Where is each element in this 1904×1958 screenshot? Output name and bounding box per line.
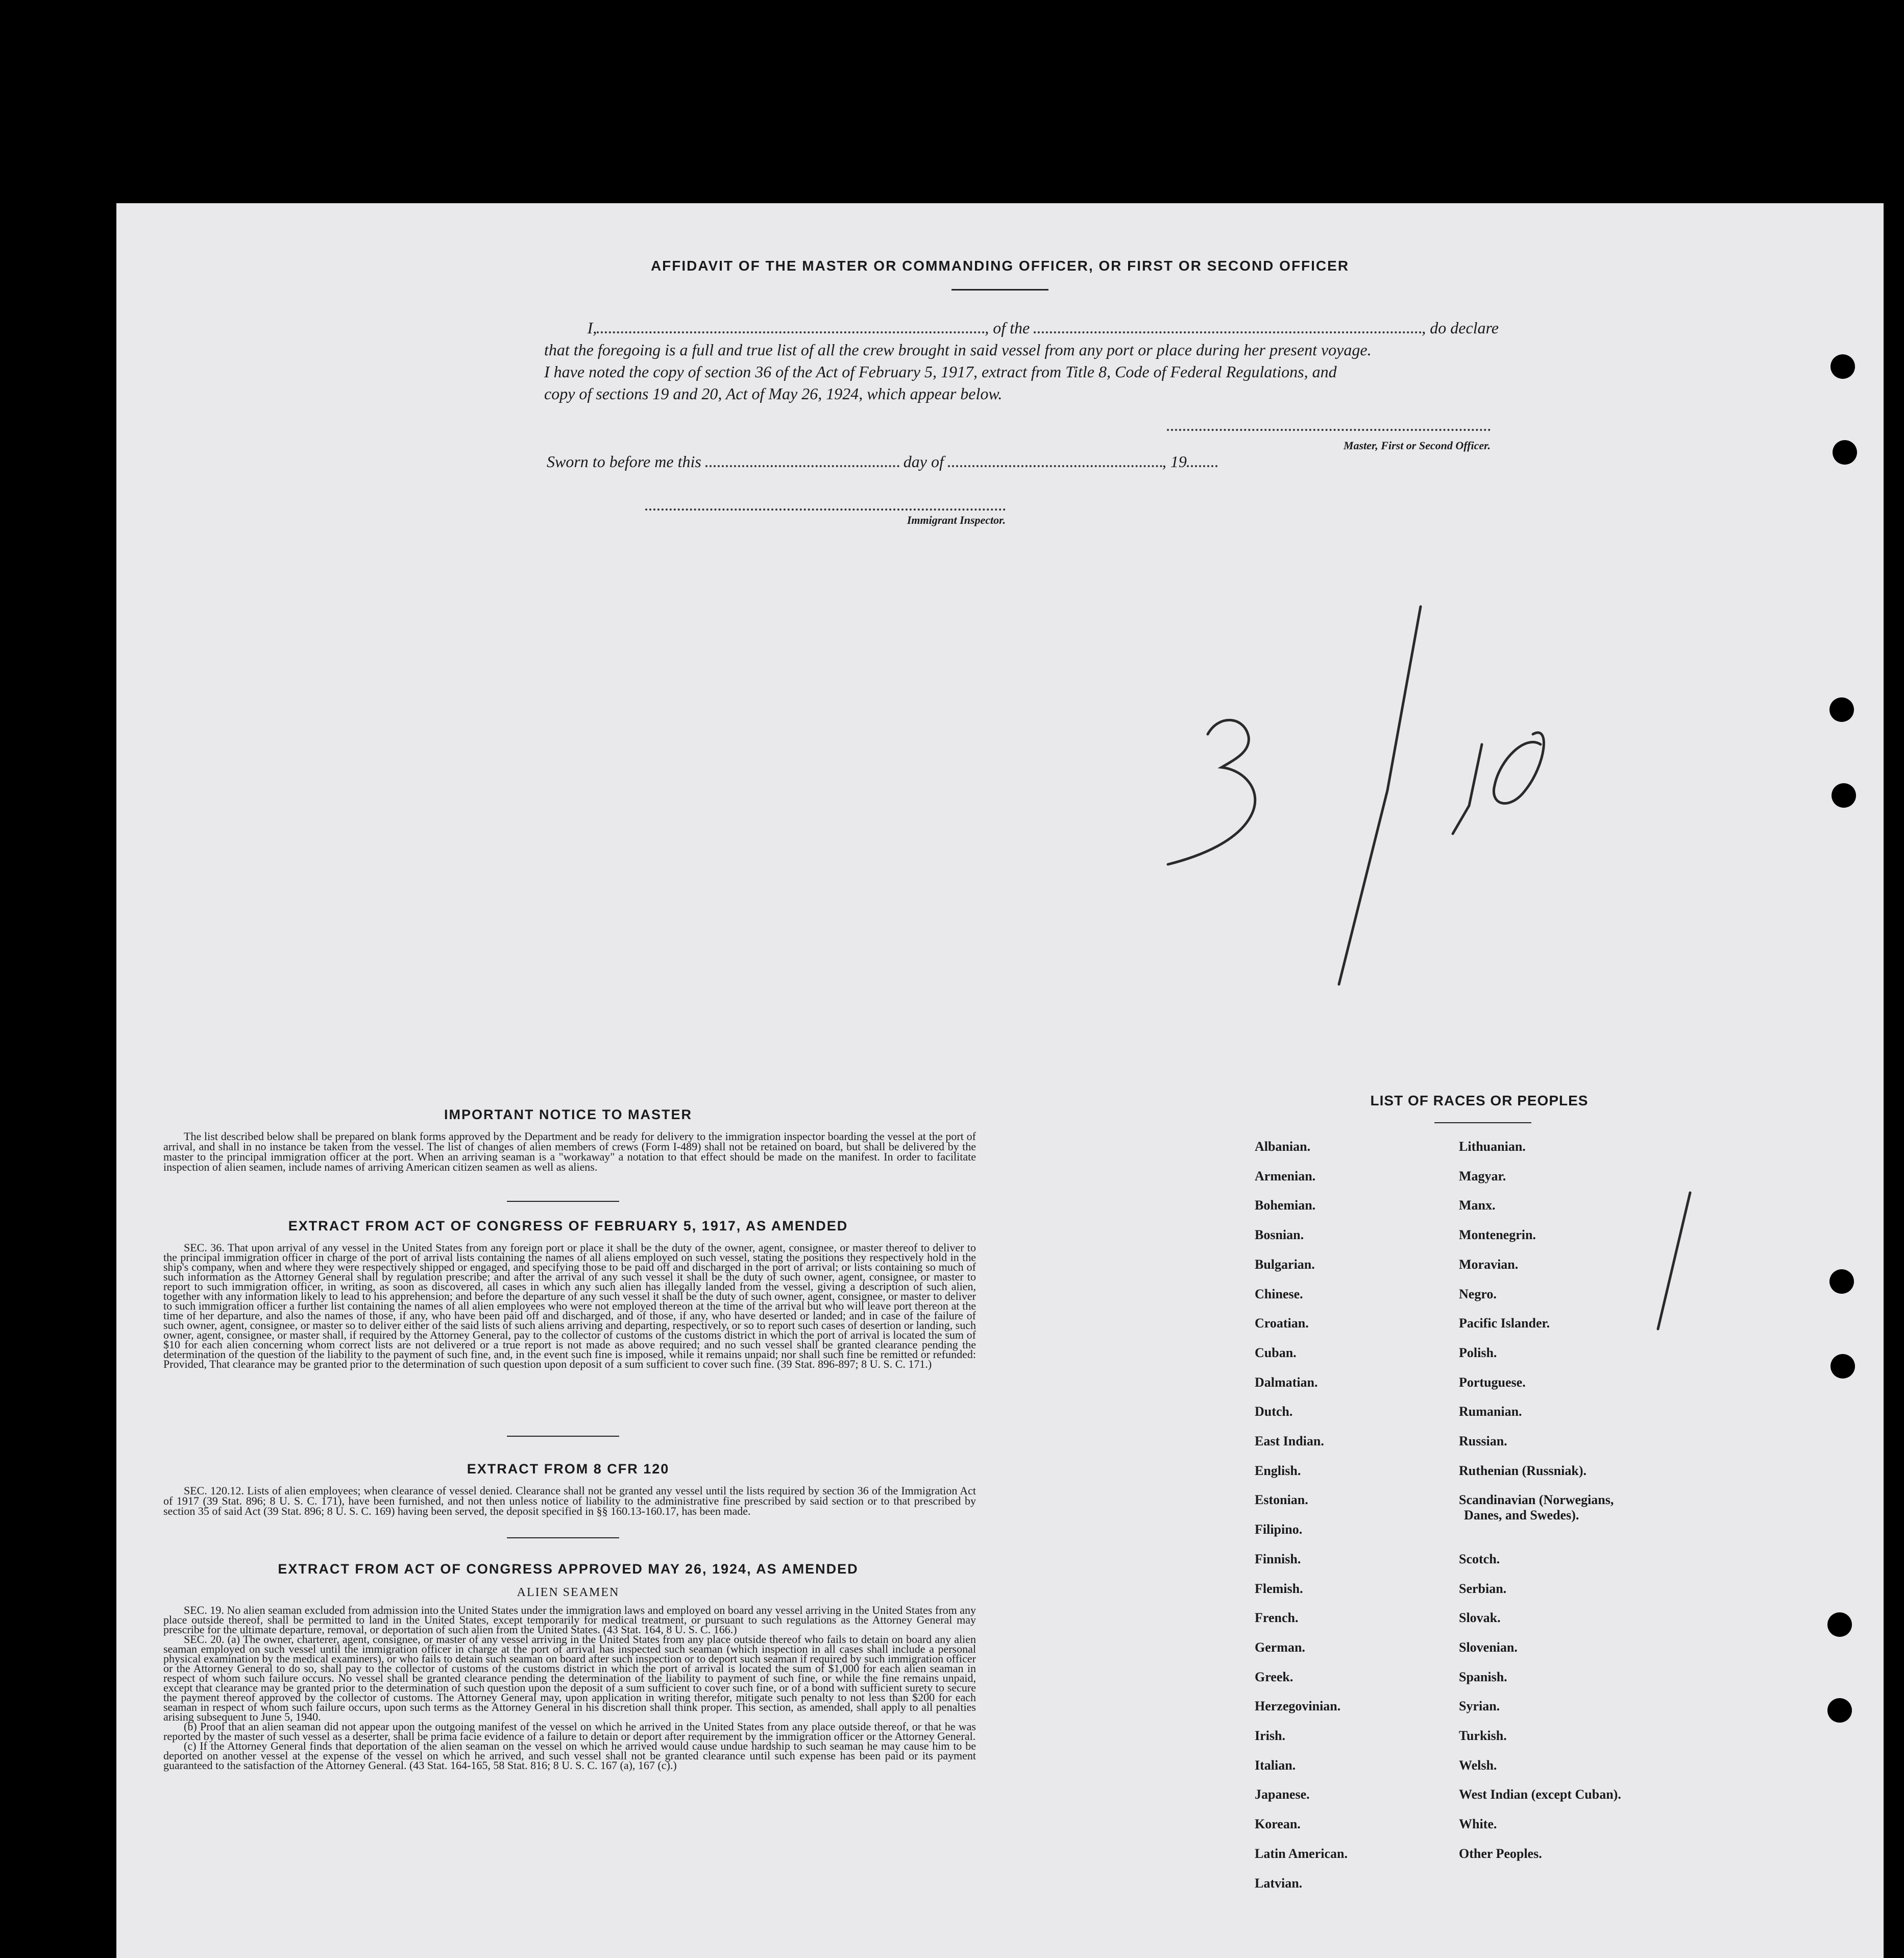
race-item: Dalmatian.	[1255, 1375, 1318, 1390]
race-item: Slovak.	[1459, 1610, 1501, 1625]
document-page	[116, 203, 1884, 1958]
binder-hole	[1833, 440, 1857, 465]
race-item: Bosnian.	[1255, 1227, 1304, 1242]
race-item: Danes, and Swedes).	[1464, 1508, 1579, 1522]
sec20c-text: (c) If the Attorney General finds that deportation of the alien seaman on the vessel on which he arrived would cause undue hardship to such seaman he may cause him to be deported on another vessel at the expense of the vessel on which he arrived, and such vessel shall not be granted clearance until such expense has been paid or its payment guaranteed to the satisfaction of the Attorney General. (43 Stat. 164-165, 58 Stat. 816; 8 U. S. C. 167 (a), 167 (c).)	[163, 1739, 976, 1772]
race-item: Rumanian.	[1459, 1404, 1522, 1419]
year-label: , 19	[1162, 452, 1187, 471]
race-item: English.	[1255, 1463, 1301, 1478]
binder-hole	[1829, 697, 1854, 722]
do-declare-label: , do declare	[1422, 319, 1499, 337]
race-item: Moravian.	[1459, 1257, 1519, 1272]
race-item: Latvian.	[1255, 1876, 1303, 1891]
race-item: Polish.	[1459, 1345, 1497, 1360]
race-item: French.	[1255, 1610, 1299, 1625]
race-item: Dutch.	[1255, 1404, 1293, 1419]
notice-text: The list described below shall be prepared on blank forms approved by the Department and be ready for delivery to the immigration inspector boarding the vessel at the port of arrival, and shall in no instance be taken from the vessel. The list of changes of alien members of crews (Form I-489) shall not be retained on board, but shall be delivered by the master to the principal immigration officer at the port. When an arriving seaman is a "workaway" a notation to that effect should be made on the manifest. In order to facilitate inspection of alien seamen, include names of arriving American citizen seamen as well as aliens.	[163, 1130, 976, 1173]
affidavit-title: AFFIDAVIT OF THE MASTER OR COMMANDING OFFICER, OR FIRST OR SECOND OFFICER	[650, 258, 1350, 274]
body-line-2: I have noted the copy of section 36 of the Act of February 5, 1917, extract from Title 8, Code of Federal Regulations, and	[544, 362, 1337, 381]
race-item: Spanish.	[1459, 1670, 1507, 1684]
extract-cfr-title: EXTRACT FROM 8 CFR 120	[467, 1461, 670, 1477]
race-item: Russian.	[1459, 1434, 1507, 1448]
race-item: White.	[1459, 1817, 1497, 1831]
binder-hole	[1827, 1698, 1852, 1723]
race-item: Welsh.	[1459, 1758, 1497, 1773]
race-item: Lithuanian.	[1459, 1139, 1526, 1154]
race-item: Chinese.	[1255, 1287, 1303, 1301]
inspector-label: Immigrant Inspector.	[907, 514, 1006, 526]
race-item: Finnish.	[1255, 1552, 1301, 1566]
race-item: German.	[1255, 1640, 1305, 1655]
extract-1924-subtitle: ALIEN SEAMEN	[517, 1586, 620, 1599]
race-item: Scotch.	[1459, 1552, 1500, 1566]
race-item: Serbian.	[1459, 1581, 1507, 1596]
extract-1924-title: EXTRACT FROM ACT OF CONGRESS APPROVED MAY 26, 1924, AS AMENDED	[278, 1561, 859, 1577]
notice-title: IMPORTANT NOTICE TO MASTER	[444, 1107, 692, 1122]
race-item: Other Peoples.	[1459, 1846, 1542, 1861]
races-title: LIST OF RACES OR PEOPLES	[1370, 1093, 1589, 1108]
race-item: Syrian.	[1459, 1699, 1500, 1713]
race-item: Bohemian.	[1255, 1198, 1316, 1213]
race-item: Ruthenian (Russniak).	[1459, 1463, 1586, 1478]
extract-1917-text: SEC. 36. That upon arrival of any vessel in the United States from any foreign port or place it shall be the duty of the owner, agent, consignee, or master thereof to deliver to the principal immigration officer in charge of the port of arrival lists containing the names of all aliens employed on such vessel, stating the positions they respectively hold in the ship's company, when and where they were respectively shipped or engaged, and specifying those to be paid off and discharged in the port of arrival; or lists containing so much of such information as the Attorney General shall by regulation prescribe; and after the arrival of any such vessel it shall be the duty of such owner, agent, consignee, or master to report to such immigration officer, in writing, as soon as discovered, all cases in which any such alien has illegally landed from the vessel, giving a description of such alien, together with any information likely to lead to his apprehension; and before the departure of any such vessel it shall be the duty of such owner, agent, consignee, or master to deliver to such immigration officer a further list containing the names of all alien employees who were not employed thereon at the time of the arrival but who will leave port thereon at the time of her departure, and also the names of those, if any, who have been paid off and discharged, and of those, if any, who have deserted or landed; and in case of the failure of such owner, agent, consignee, or master so to deliver either of the said lists of such aliens arriving and departing, respectively, or so to report such cases of desertion or landing, such owner, agent, consignee, or master shall, if required by the Attorney General, pay to the collector of customs of the customs district in which the port of arrival is located the sum of $10 for each alien concerning whom correct lists are not delivered or a true report is not made as above required; and no such vessel shall be granted clearance pending the determination of the question of the liability to the payment of such fine, and, in the event such fine is imposed, while it remains unpaid; nor shall such fine be remitted or refunded: Provided, That clearance may be granted prior to the determination of such question upon deposit of a sum sufficient to cover such fine. (39 Stat. 896-897; 8 U. S. C. 171.)	[163, 1241, 976, 1370]
race-item: Pacific Islander.	[1459, 1316, 1550, 1331]
races-underline	[1434, 1122, 1531, 1123]
i-label: I,	[587, 319, 597, 337]
race-item: Korean.	[1255, 1817, 1301, 1831]
binder-hole	[1829, 1269, 1854, 1294]
race-item: Portuguese.	[1459, 1375, 1526, 1390]
day-of-label: day of	[903, 452, 944, 471]
sworn-label: Sworn to before me this	[547, 452, 701, 471]
race-item: Scandinavian (Norwegians,	[1459, 1492, 1614, 1507]
race-item: Latin American.	[1255, 1846, 1348, 1861]
race-item: Flemish.	[1255, 1581, 1303, 1596]
binder-hole	[1832, 783, 1856, 808]
race-item: Irish.	[1255, 1728, 1285, 1743]
extract-cfr-divider	[507, 1537, 619, 1538]
race-item: Greek.	[1255, 1670, 1293, 1684]
extract-1917-title: EXTRACT FROM ACT OF CONGRESS OF FEBRUARY 5, 1917, AS AMENDED	[288, 1218, 848, 1234]
race-item: Cuban.	[1255, 1345, 1297, 1360]
race-item: Montenegrin.	[1459, 1227, 1536, 1242]
race-item: Bulgarian.	[1255, 1257, 1315, 1272]
body-line-1: that the foregoing is a full and true list of all the crew brought in said vessel from any port or place during her present voyage.	[544, 341, 1372, 359]
extract-cfr-text: SEC. 120.12. Lists of alien employees; when clearance of vessel denied. Clearance shall not be granted any vessel until the lists required by section 36 of the Immigration Act of 1917 (39 Stat. 896; 8 U. S. C. 171), have been furnished, and not then unless notice of liability to the administrative fine prescribed by said section or to that prescribed by section 35 of said Act (39 Stat. 896; 8 U. S. C. 169) having been served, the deposit specified in §§ 160.13-160.17, has been made.	[163, 1484, 976, 1517]
extract-1917-divider	[507, 1436, 619, 1437]
race-item: Albanian.	[1255, 1139, 1311, 1154]
notice-divider	[507, 1201, 619, 1202]
race-item: Croatian.	[1255, 1316, 1309, 1331]
race-item: Turkish.	[1459, 1728, 1507, 1743]
race-item: Italian.	[1255, 1758, 1296, 1773]
race-item: Armenian.	[1255, 1169, 1316, 1183]
binder-hole	[1830, 354, 1855, 379]
binder-hole	[1830, 1354, 1855, 1379]
race-item: West Indian (except Cuban).	[1459, 1787, 1621, 1802]
sec20b-text: (b) Proof that an alien seaman did not appear upon the outgoing manifest of the vessel on which he arrived in the United States from any place outside thereof, or that he was reported by the master of such vessel as a deserter, shall be prima facie evidence of a failure to detain or deport after requirement by the immigration officer or the Attorney General.	[163, 1720, 976, 1743]
race-item: East Indian.	[1255, 1434, 1324, 1448]
master-signature-label: Master, First or Second Officer.	[1343, 439, 1491, 452]
body-line-3: copy of sections 19 and 20, Act of May 26, 1924, which appear below.	[544, 384, 1003, 403]
race-item: Japanese.	[1255, 1787, 1310, 1802]
of-the-label: , of the	[985, 319, 1030, 337]
sec19-text: SEC. 19. No alien seaman excluded from admission into the United States under the immigration laws and employed on board any vessel arriving in the United States from any place outside thereof, shall be permitted to land in the United States, except temporarily for medical treatment, or pursuant to such regulations as the Attorney General may prescribe for the ultimate departure, removal, or deportation of such alien from the United States. (43 Stat. 164, 8 U. S. C. 166.)	[163, 1604, 976, 1636]
race-item: Negro.	[1459, 1287, 1497, 1301]
race-item: Magyar.	[1459, 1169, 1506, 1183]
extract-1924-body	[163, 1605, 976, 1770]
race-item: Slovenian.	[1459, 1640, 1518, 1655]
race-item: Filipino.	[1255, 1522, 1303, 1537]
race-item: Estonian.	[1255, 1492, 1308, 1507]
race-item: Herzegovinian.	[1255, 1699, 1341, 1713]
race-item: Manx.	[1459, 1198, 1496, 1213]
sec20a-text: SEC. 20. (a) The owner, charterer, agent, consignee, or master of any vessel arriving in the United States from any place outside thereof who fails to detain on board any alien seaman employed on such vessel until the immigration officer in charge at the port of arrival has inspected such seaman (which inspection in all cases shall include a personal physical examination by the medical examiners), or who fails to detain such seaman on board after such inspection or to deport such seaman if required by such immigration officer or the Attorney General to do so, shall pay to the collector of customs of the customs district in which the port of arrival is located the sum of $1,000 for each alien seaman in respect of whom such failure occurs. No vessel shall be granted clearance pending the determination of the liability to payment of such fine, or while the fine remains unpaid, except that clearance may be granted prior to the determination of such question upon the deposit of a sum sufficient to cover such fine, or of a bond with sufficient surety to secure the payment thereof approved by the collector of customs. The Attorney General may, upon application in writing therefor, mitigate such penalty to not less than $200 for each seaman in respect of whom such failure occurs, upon such terms as the Attorney General in his discretion shall think proper. This section, as amended, shall apply to all penalties arising subsequent to June 5, 1940.	[163, 1633, 976, 1723]
binder-hole	[1827, 1612, 1852, 1637]
